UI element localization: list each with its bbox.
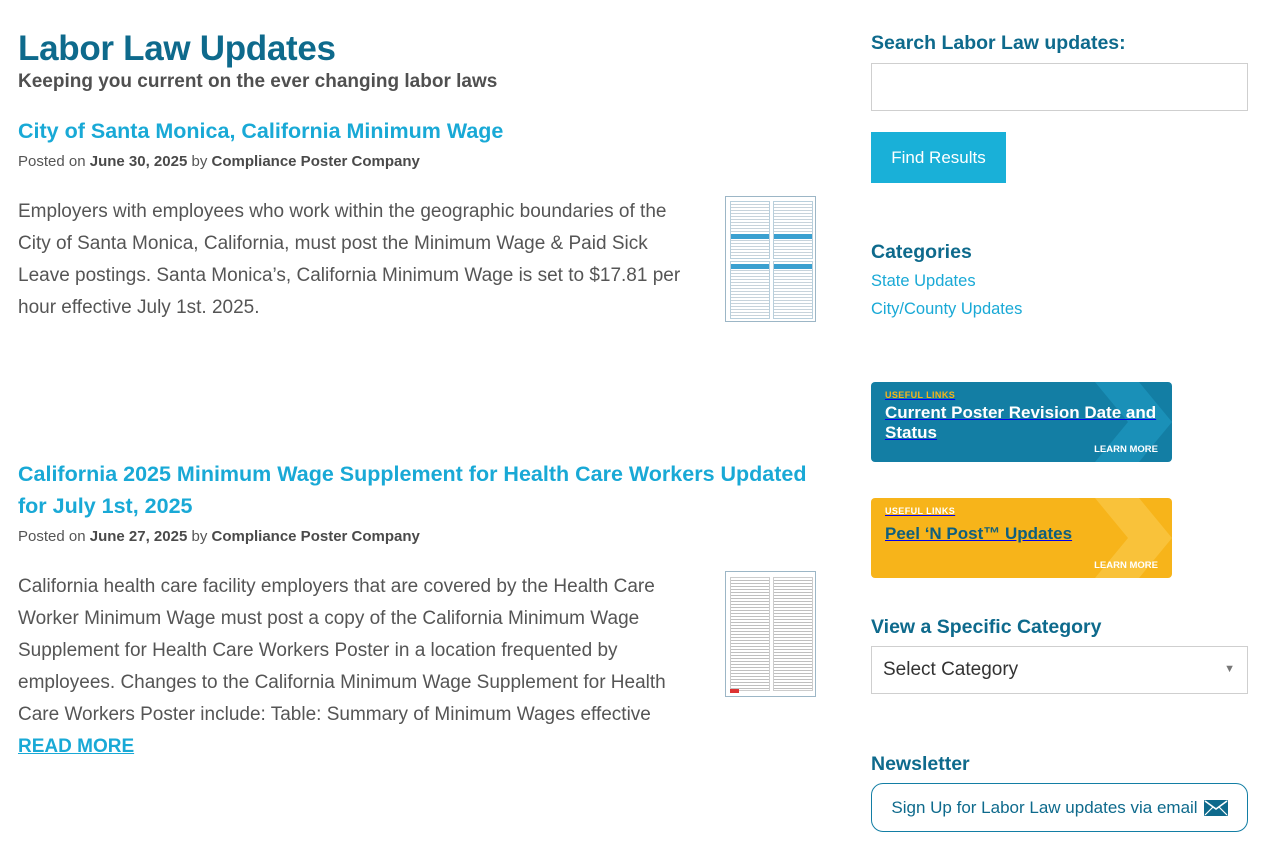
- post: [18, 115, 823, 324]
- banner-learn-more: LEARN MORE: [1094, 560, 1158, 571]
- post-body: [18, 196, 823, 324]
- view-category-heading: View a Specific Category: [871, 616, 1102, 638]
- categories-heading: Categories: [871, 241, 972, 263]
- posted-on-label: Posted on: [18, 153, 86, 170]
- poster-thumbnail[interactable]: [725, 571, 816, 697]
- post-title-link[interactable]: California 2025 Minimum Wage Supplement for Health Care Workers Updated for July 1st, 2025: [18, 462, 807, 518]
- chevron-down-icon: ▼: [1224, 663, 1235, 675]
- post-date: June 30, 2025: [89, 153, 188, 170]
- post-author: Compliance Poster Company: [211, 528, 420, 545]
- banner-eyebrow: USEFUL LINKS: [885, 506, 956, 516]
- category-select[interactable]: [871, 646, 1248, 694]
- peel-n-post-banner[interactable]: [871, 498, 1172, 578]
- newsletter-signup-button[interactable]: [871, 783, 1248, 832]
- page-title: Labor Law Updates: [18, 29, 336, 68]
- by-label: by: [191, 153, 208, 170]
- post-author: Compliance Poster Company: [211, 153, 420, 170]
- post-date: June 27, 2025: [89, 528, 188, 545]
- category-link-city-county-updates[interactable]: City/County Updates: [871, 300, 1023, 318]
- banner-learn-more: LEARN MORE: [1094, 444, 1158, 455]
- post-excerpt-text: California health care facility employers that are covered by the Health Care Worker Minimum Wage must post a copy of the California Minimum Wage Supplement for Health Care Workers Poster in a location frequented by employees. Changes to the California Minimum Wage Supplement for Health Care Workers Poster include: Table: Summary of Minimum Wages effective: [18, 576, 666, 725]
- post-excerpt: Employers with employees who work within the geographic boundaries of the City of Santa Monica, California, must post the Minimum Wage & Paid Sick Leave postings. Santa Monica’s, California Minimum Wage is set to $17.81 per hour effective July 1st. 2025.: [18, 201, 681, 318]
- post-excerpt: [18, 571, 698, 763]
- main-content: [18, 28, 823, 757]
- posted-on-label: Posted on: [18, 528, 86, 545]
- category-select-value: Select Category: [883, 659, 1019, 680]
- post-title-link[interactable]: City of Santa Monica, California Minimum Wage: [18, 119, 504, 143]
- categories-widget: [871, 239, 1022, 323]
- find-results-button[interactable]: Find Results: [871, 132, 1006, 183]
- search-input[interactable]: [871, 63, 1248, 111]
- post-meta: [18, 153, 823, 170]
- post-body: [18, 571, 823, 763]
- newsletter-signup-label: Sign Up for Labor Law updates via email: [891, 797, 1198, 817]
- sidebar: [871, 30, 1248, 817]
- by-label: by: [191, 528, 208, 545]
- post-meta: [18, 528, 823, 545]
- poster-thumbnail[interactable]: [725, 196, 816, 322]
- category-link-state-updates[interactable]: State Updates: [871, 272, 976, 290]
- newsletter-heading: Newsletter: [871, 753, 970, 775]
- banner-title: Current Poster Revision Date and Status: [885, 403, 1157, 442]
- banner-title: Peel ‘N Post™ Updates: [885, 524, 1073, 543]
- banner-eyebrow: USEFUL LINKS: [885, 390, 956, 400]
- read-more-link[interactable]: READ MORE: [18, 736, 135, 757]
- page-subtitle: Keeping you current on the ever changing labor laws: [18, 71, 498, 92]
- envelope-icon: [1204, 800, 1228, 816]
- post: [18, 458, 823, 763]
- poster-revision-banner[interactable]: [871, 382, 1172, 462]
- search-heading: Search Labor Law updates:: [871, 32, 1126, 54]
